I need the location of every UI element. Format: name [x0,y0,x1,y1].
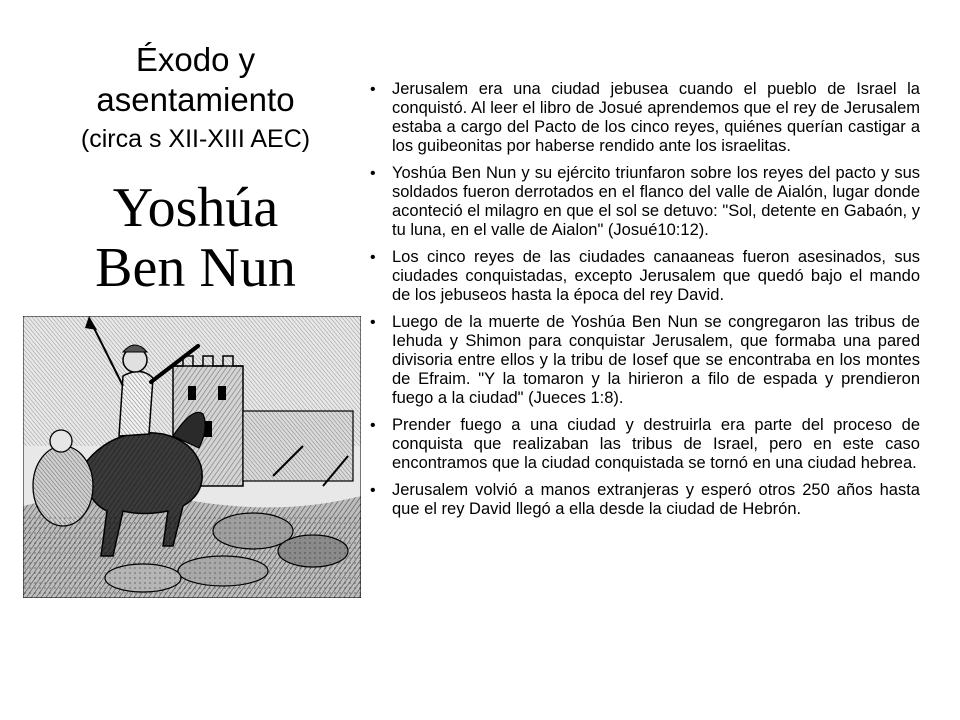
bullet-item [368,248,920,305]
bullet-text: Prender fuego a una ciudad y destruirla era parte del proceso de conquista que realizaban las tribus de Israel, pero en este caso encontramos que la ciudad conquistada se tornó en una ciudad hebrea. [392,416,920,472]
bullet-text: Jerusalem era una ciudad jebusea cuando el pueblo de Israel la conquistó. Al leer el libro de Josué aprendemos que el rey de Jerusalem estaba a cargo del Pacto de los cinco reyes, quiénes querían castigar a los guibeonitas por haberse rendido ante los israelitas. [392,80,920,155]
title-line-1: Éxodo y [135,41,256,78]
bullet-text: Yoshúa Ben Nun y su ejército triunfaron sobre los reyes del pacto y sus soldados fueron derrotados en el flanco del valle de Aialón, lugar donde aconteció el milagro en que el sol se detuvo: "Sol, detente en Gabaón, y tu luna, en el valle de Aialon" (Josué10:12). [392,164,920,239]
figure-name-line-2: Ben Nun [95,237,296,299]
bullet-dot: • [370,81,376,98]
bullet-dot: • [370,417,376,434]
bullet-item [368,481,920,519]
title-subtitle: (circa s XII-XIII AEC) [80,125,311,153]
bullet-item [368,80,920,156]
figure-name-line-1: Yoshúa [112,177,279,239]
bullet-text: Luego de la muerte de Yoshúa Ben Nun se congregaron las tribus de Iehuda y Shimon para conquistar Jerusalem, que formaba una pared divisoria entre ellos y la tribu de Iosef que se encontraba en los montes de Efraim. "Y la tomaron y la hirieron a filo de espada y prendieron fuego a la ciudad" (Jueces 1:8). [392,313,920,407]
battle-engraving-illustration [23,316,361,598]
bullet-item [368,164,920,240]
bullet-text: Los cinco reyes de las ciudades canaaneas fueron asesinados, sus ciudades conquistadas, excepto Jerusalem que quedó bajo el mando de los jebuseos hasta la época del rey David. [392,248,920,304]
bullet-dot: • [370,165,376,182]
bullet-dot: • [370,482,376,499]
bullet-dot: • [370,249,376,266]
bullet-text: Jerusalem volvió a manos extranjeras y esperó otros 250 años hasta que el rey David llegó a ella desde la ciudad de Hebrón. [392,481,920,518]
figure-name [18,178,373,298]
bullet-item [368,313,920,408]
bullet-item [368,416,920,473]
bullet-list [368,80,920,527]
slide-title [18,40,373,156]
bullet-dot: • [370,314,376,331]
title-line-2: asentamiento [96,81,295,118]
